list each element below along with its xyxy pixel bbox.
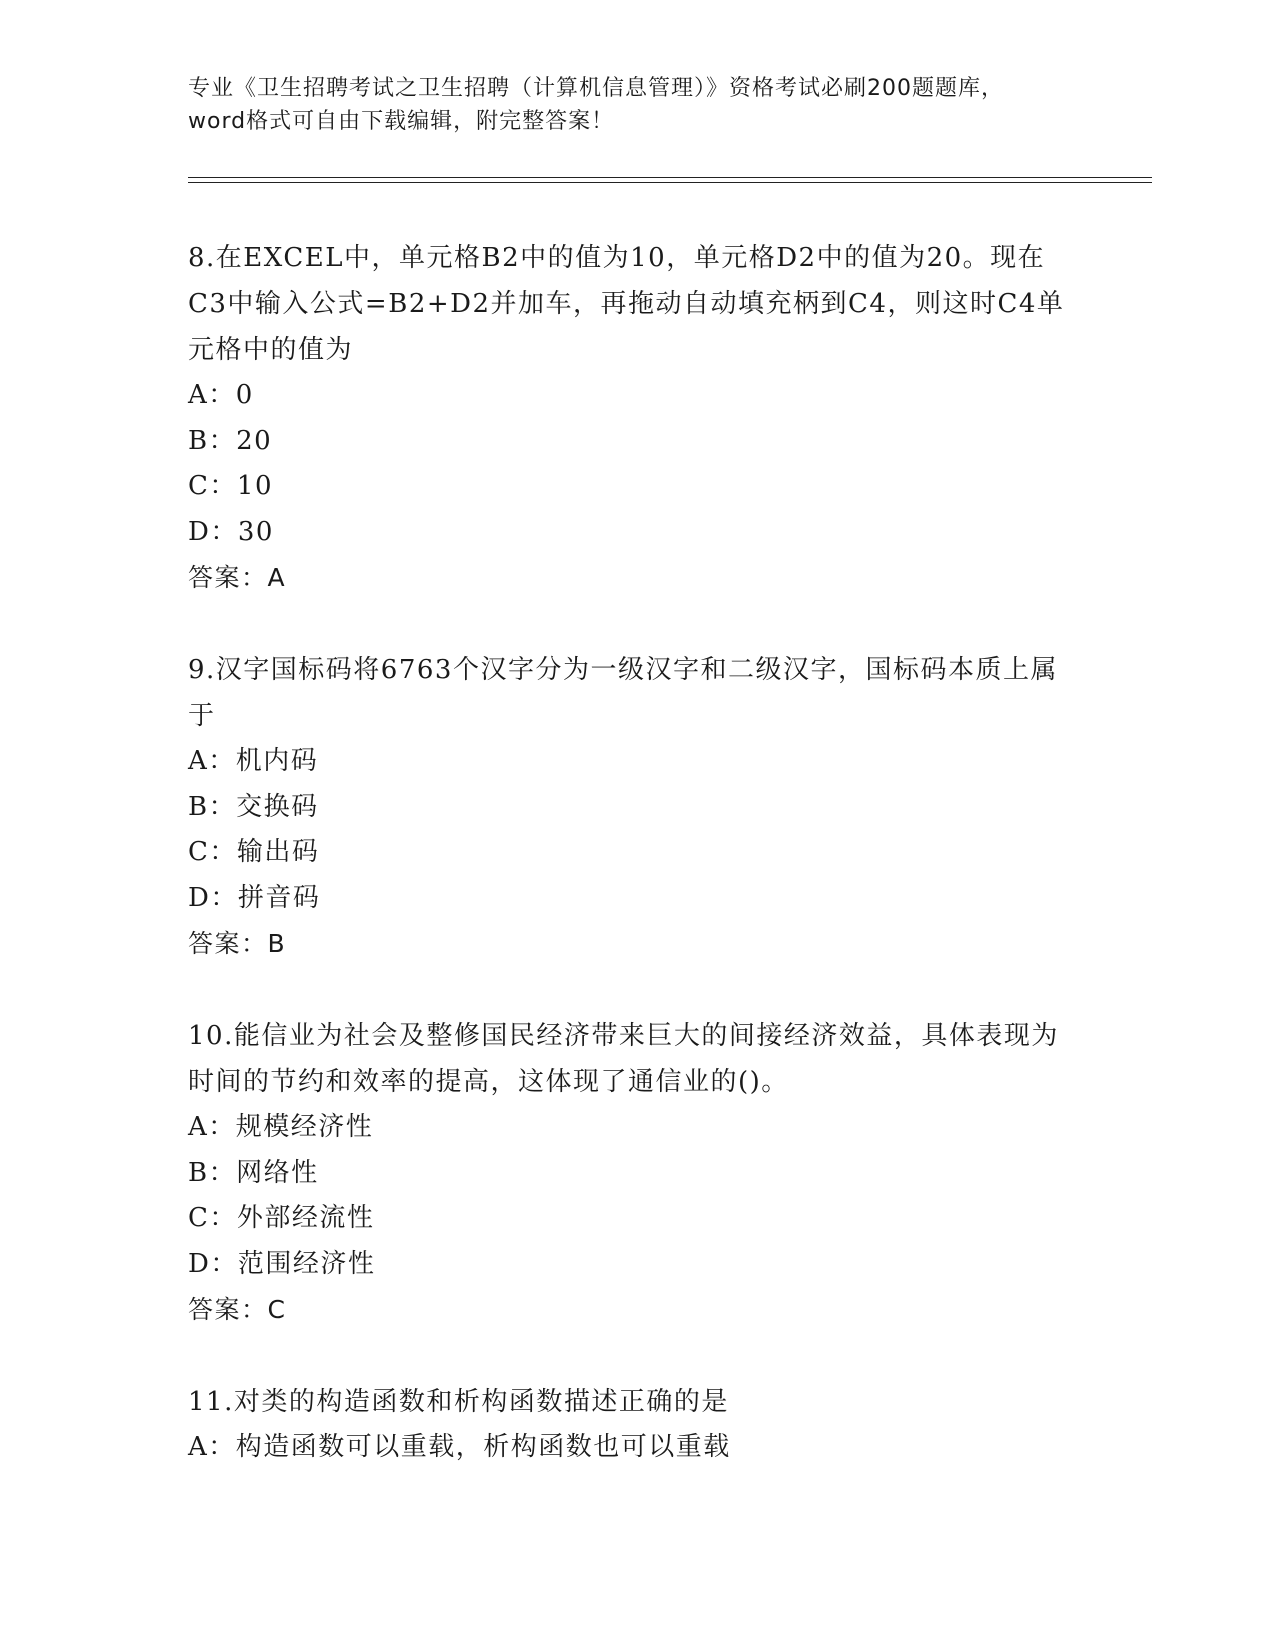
option-b — [188, 419, 1068, 465]
question-text: 11.对类的构造函数和析构函数描述正确的是 — [188, 1387, 729, 1417]
option-key: B： — [188, 425, 237, 456]
question-11 — [188, 1379, 1068, 1471]
question-text: 10.能信业为社会及整修国民经济带来巨大的间接经济效益，具体表现为时间的节约和效率的提高，这体现了通信业的()。 — [188, 1021, 1059, 1097]
header-line-1: 专业《卫生招聘考试之卫生招聘（计算机信息管理）》资格考试必刷200题题库， — [188, 76, 1004, 101]
option-key: D： — [188, 1248, 238, 1279]
option-d — [188, 876, 1068, 922]
header-divider-bottom — [188, 182, 1152, 183]
option-key: A： — [188, 746, 236, 776]
option-value: 网络性 — [236, 1157, 319, 1188]
option-b — [188, 1151, 1068, 1197]
option-value: 输出码 — [236, 837, 320, 867]
document-header — [188, 72, 1088, 138]
header-line-2: word格式可自由下载编辑，附完整答案！ — [188, 109, 615, 134]
option-a — [188, 1105, 1068, 1151]
answer: 答案：C — [188, 1295, 287, 1324]
option-d — [188, 510, 1068, 556]
option-key: D： — [188, 516, 238, 547]
header-divider-top — [188, 177, 1152, 178]
question-text: 8.在EXCEL中，单元格B2中的值为10，单元格D2中的值为20。现在C3中输入公式=B2+D2并加车，再拖动自动填充柄到C4，则这时C4单元格中的值为 — [188, 243, 1065, 365]
answer: 答案：B — [188, 929, 287, 958]
option-b — [188, 785, 1068, 831]
question-list — [188, 235, 1068, 1517]
option-a — [188, 1425, 1068, 1471]
option-value: 20 — [236, 425, 273, 456]
question-8 — [188, 235, 1068, 601]
option-c — [188, 1196, 1068, 1242]
option-key: C： — [188, 471, 237, 501]
option-value: 交换码 — [236, 791, 319, 822]
option-key: A： — [188, 1112, 236, 1142]
option-value: 机内码 — [235, 746, 319, 776]
option-d — [188, 1242, 1068, 1288]
option-value: 规模经济性 — [235, 1112, 374, 1142]
option-c — [188, 464, 1068, 510]
option-key: C： — [188, 837, 237, 867]
option-value: 拼音码 — [237, 882, 321, 913]
option-value: 外部经流性 — [236, 1203, 375, 1233]
option-key: B： — [188, 791, 237, 822]
option-key: C： — [188, 1203, 237, 1233]
option-a — [188, 739, 1068, 785]
option-key: B： — [188, 1157, 237, 1188]
option-value: 范围经济性 — [237, 1248, 376, 1279]
option-value: 30 — [237, 516, 274, 547]
question-9 — [188, 647, 1068, 967]
option-value: 0 — [235, 380, 254, 410]
question-text: 9.汉字国标码将6763个汉字分为一级汉字和二级汉字，国标码本质上属于 — [188, 655, 1058, 731]
option-value: 构造函数可以重载，析构函数也可以重载 — [235, 1432, 731, 1462]
option-a — [188, 373, 1068, 419]
question-10 — [188, 1013, 1068, 1333]
answer: 答案：A — [188, 563, 287, 592]
option-key: A： — [188, 1432, 236, 1462]
option-key: A： — [188, 380, 236, 410]
option-c — [188, 830, 1068, 876]
option-key: D： — [188, 882, 238, 913]
option-value: 10 — [236, 471, 273, 501]
